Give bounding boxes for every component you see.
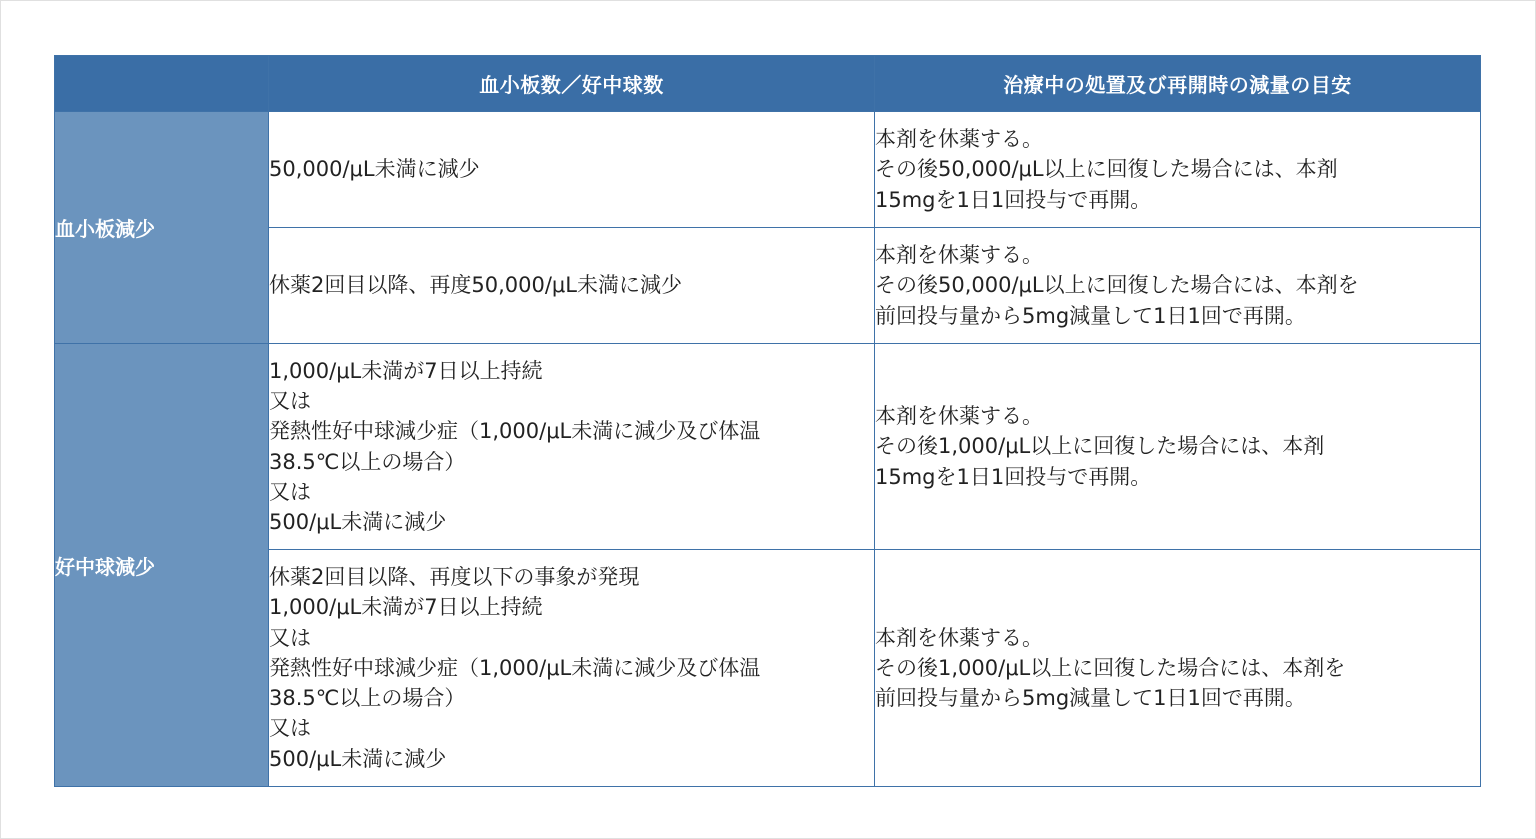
condition-line: 500/μL未満に減少: [269, 510, 447, 535]
header-empty-cell: [55, 56, 269, 112]
action-line: その後50,000/μL以上に回復した場合には、本剤を: [875, 273, 1359, 298]
condition-line: 38.5℃以上の場合）: [269, 449, 466, 474]
action-line: 本剤を休薬する。: [875, 127, 1043, 152]
action-line: その後50,000/μL以上に回復した場合には、本剤: [875, 157, 1338, 182]
action-line: 15mgを1日1回投与で再開。: [875, 187, 1152, 212]
condition-line: 休薬2回目以降、再度50,000/μL未満に減少: [269, 273, 682, 298]
action-line: 15mgを1日1回投与で再開。: [875, 464, 1152, 489]
condition-cell: [269, 112, 875, 228]
action-cell: [875, 344, 1481, 550]
table-row: [55, 344, 1481, 550]
condition-line: 500/μL未満に減少: [269, 746, 447, 771]
condition-cell: [269, 344, 875, 550]
category-platelet-decrease: 血小板減少: [55, 112, 269, 344]
action-line: その後1,000/μL以上に回復した場合には、本剤: [875, 434, 1325, 459]
condition-line: 又は: [269, 716, 311, 741]
action-line: 本剤を休薬する。: [875, 404, 1043, 429]
condition-line: 又は: [269, 479, 311, 504]
table-row: [55, 550, 1481, 787]
table-row: [55, 228, 1481, 344]
table-row: [55, 112, 1481, 228]
condition-line: 発熱性好中球減少症（1,000/μL未満に減少及び体温: [269, 419, 761, 444]
condition-line: 1,000/μL未満が7日以上持続: [269, 358, 543, 383]
condition-line: 1,000/μL未満が7日以上持続: [269, 595, 543, 620]
condition-cell: [269, 228, 875, 344]
category-neutrophil-decrease: 好中球減少: [55, 344, 269, 787]
header-row: [55, 56, 1481, 112]
condition-line: 発熱性好中球減少症（1,000/μL未満に減少及び体温: [269, 655, 761, 680]
action-cell: [875, 550, 1481, 787]
condition-line: 又は: [269, 388, 311, 413]
condition-cell: [269, 550, 875, 787]
action-line: 本剤を休薬する。: [875, 625, 1043, 650]
condition-line: 50,000/μL未満に減少: [269, 157, 480, 182]
action-line: 本剤を休薬する。: [875, 243, 1043, 268]
action-line: 前回投与量から5mg減量して1日1回で再開。: [875, 303, 1306, 328]
condition-line: 38.5℃以上の場合）: [269, 686, 466, 711]
condition-line: 休薬2回目以降、再度以下の事象が発現: [269, 564, 640, 589]
dose-adjustment-table: [54, 55, 1481, 787]
action-line: その後1,000/μL以上に回復した場合には、本剤を: [875, 655, 1346, 680]
action-cell: [875, 112, 1481, 228]
action-cell: [875, 228, 1481, 344]
header-action-column: 治療中の処置及び再開時の減量の目安: [875, 56, 1481, 112]
condition-line: 又は: [269, 625, 311, 650]
header-count-column: 血小板数／好中球数: [269, 56, 875, 112]
action-line: 前回投与量から5mg減量して1日1回で再開。: [875, 686, 1306, 711]
